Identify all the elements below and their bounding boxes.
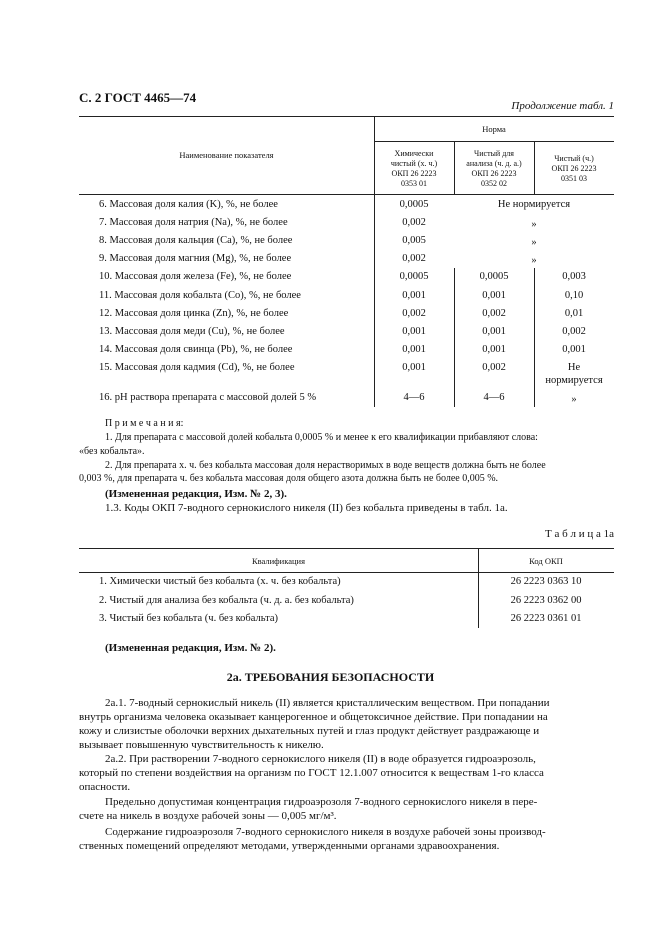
grade-header-pure: Чистый (ч.) ОКП 26 2223 0351 03 xyxy=(551,154,597,183)
table-row-name: 13. Массовая доля меди (Cu), %, не более xyxy=(99,326,285,337)
norm-rule xyxy=(374,141,614,142)
body-line: счете на никель в воздухе рабочей зоны — 0,005 мг/м³. xyxy=(79,810,337,822)
table-row-name: 11. Массовая доля кобальта (Co), %, не более xyxy=(99,290,301,301)
table-row-name: 7. Массовая доля натрия (Na), %, не более xyxy=(99,217,288,228)
body-line: внутрь организма человека оказывает канцерогенное и общетоксичное действие. При попадании на xyxy=(79,711,548,723)
body-line: 2а.1. 7-водный сернокислый никель (II) является кристаллическим веществом. При попадании xyxy=(105,697,550,709)
table-cell: 0,0005 xyxy=(399,199,429,210)
amendment-note-2: (Измененная редакция, Изм. № 2). xyxy=(105,642,276,654)
table-1a-row-name: 3. Чистый без кобальта (ч. без кобальта) xyxy=(99,613,279,624)
table-cell: 0,001 xyxy=(402,362,426,373)
table-cell: 4—6 xyxy=(483,392,505,403)
body-line: кожу и слизистые оболочки верхних дыхательных путей и глаз продукт действует раздражающе и xyxy=(79,725,540,737)
table-cell: 0,001 xyxy=(482,344,506,355)
body-line: Содержание гидроаэрозоля 7-водного сернокислого никеля в воздухе рабочей зоны производ- xyxy=(105,826,546,838)
table-cell: 0,01 xyxy=(564,308,584,319)
body-line: 2а.2. При растворении 7-водного сернокислого никеля (II) в воде образуется гидроаэрозоль, xyxy=(105,753,536,765)
table-row-name: 10. Массовая доля железа (Fe), %, не более xyxy=(99,271,292,282)
table-cell: 0,002 xyxy=(482,308,506,319)
table-row-name: 14. Массовая доля свинца (Pb), %, не более xyxy=(99,344,293,355)
table-1a-row-code: 26 2223 0363 10 xyxy=(510,576,582,587)
amendment-note-1: (Измененная редакция, Изм. № 2, 3). xyxy=(105,488,287,500)
note-2-cont: 0,003 %, для препарата ч. без кобальта массовая доля общего азота должна быть не более 0,005 %. xyxy=(79,473,499,484)
table-row-name: 12. Массовая доля цинка (Zn), %, не более xyxy=(99,308,289,319)
section-title: 2а. ТРЕБОВАНИЯ БЕЗОПАСНОСТИ xyxy=(226,670,435,684)
table-row-name: 8. Массовая доля кальция (Ca), %, не более xyxy=(99,235,293,246)
table-row-name: 6. Массовая доля калия (K), %, не более xyxy=(99,199,278,210)
table-1a-header-qualification: Квалификация xyxy=(251,556,306,566)
table-1a-row-name: 2. Чистый для анализа без кобальта (ч. д. а. без кобальта) xyxy=(99,595,354,606)
grade-header-analysis-pure: Чистый для анализа (ч. д. а.) ОКП 26 2223 0352 02 xyxy=(466,149,522,188)
table-cell: 0,001 xyxy=(482,326,506,337)
column-header-norm: Норма xyxy=(482,124,506,134)
body-line: опасности. xyxy=(79,781,131,793)
paragraph-1-3: 1.3. Коды ОКП 7-водного сернокислого никеля (II) без кобальта приведены в табл. 1а. xyxy=(105,502,508,514)
table-1a-row-code: 26 2223 0361 01 xyxy=(510,613,582,624)
table-cell-ditto: » xyxy=(531,237,537,248)
table-cell: 0,001 xyxy=(562,344,586,355)
table-cell-merged: Не нормируется xyxy=(497,199,571,210)
table-cell: 0,001 xyxy=(482,290,506,301)
table-cell: 0,0005 xyxy=(399,271,429,282)
table-row-name: 16. pH раствора препарата с массовой долей 5 % xyxy=(99,392,317,403)
table-cell: 0,0005 xyxy=(479,271,509,282)
table-cell: 0,002 xyxy=(402,217,426,228)
col-divider-2-body xyxy=(454,268,455,407)
table-cell: 0,001 xyxy=(402,344,426,355)
table-cell-cont: нормируется xyxy=(545,375,603,386)
table-cell: 0,001 xyxy=(402,290,426,301)
table-cell: 0,002 xyxy=(402,253,426,264)
table-row-name: 9. Массовая доля магния (Mg), %, не более xyxy=(99,253,292,264)
table-1a-row-code: 26 2223 0362 00 xyxy=(510,595,582,606)
table-continuation-label: Продолжение табл. 1 xyxy=(511,100,614,112)
header-bottom-rule xyxy=(79,194,614,195)
table-1a-top-rule xyxy=(79,548,614,549)
table-1a-row-name: 1. Химически чистый без кобальта (х. ч. без кобальта) xyxy=(99,576,341,587)
note-2: 2. Для препарата х. ч. без кобальта массовая доля нерастворимых в воде веществ должна быть не более xyxy=(105,460,546,471)
body-line: ственных помещений определяют методами, утвержденными органами здравоохранения. xyxy=(79,840,500,852)
note-1-cont: «без кобальта». xyxy=(79,446,145,457)
col-divider-3-body xyxy=(534,268,535,407)
table-cell: 0,001 xyxy=(402,326,426,337)
grade-header-chem-pure: Химически чистый (х. ч.) ОКП 26 2223 0353 01 xyxy=(390,149,438,188)
table-cell: 0,002 xyxy=(562,326,586,337)
body-line: вызывает повышенную чувствительность к никелю. xyxy=(79,739,324,751)
table-1a-header-code: Код ОКП xyxy=(529,556,563,566)
table-1a-caption: Т а б л и ц а 1а xyxy=(545,528,614,540)
table-cell-ditto: » xyxy=(571,394,577,405)
table-cell: Не xyxy=(567,362,581,373)
table-cell: 0,002 xyxy=(482,362,506,373)
table-row-name: 15. Массовая доля кадмия (Cd), %, не более xyxy=(99,362,295,373)
table-cell: 4—6 xyxy=(403,392,425,403)
note-1: 1. Для препарата с массовой долей кобальта 0,0005 % и менее к его квалификации прибавляют слова: xyxy=(105,432,538,443)
table-top-rule xyxy=(79,116,614,117)
table-cell: 0,005 xyxy=(402,235,426,246)
body-line: который по степени воздействия на организм по ГОСТ 12.1.007 относится к веществам 1-го класса xyxy=(79,767,544,779)
table-cell: 0,003 xyxy=(562,271,586,282)
body-line: Предельно допустимая концентрация гидроаэрозоля 7-водного сернокислого никеля в пере- xyxy=(105,796,538,808)
table-1a-header-rule xyxy=(79,572,614,573)
column-header-name: Наименование показателя xyxy=(179,150,274,160)
table-cell-ditto: » xyxy=(531,255,537,266)
table-cell: 0,002 xyxy=(402,308,426,319)
page-header: С. 2 ГОСТ 4465—74 xyxy=(79,90,197,105)
table-cell-ditto: » xyxy=(531,219,537,230)
notes-title: П р и м е ч а н и я: xyxy=(105,418,184,429)
table-cell: 0,10 xyxy=(564,290,584,301)
